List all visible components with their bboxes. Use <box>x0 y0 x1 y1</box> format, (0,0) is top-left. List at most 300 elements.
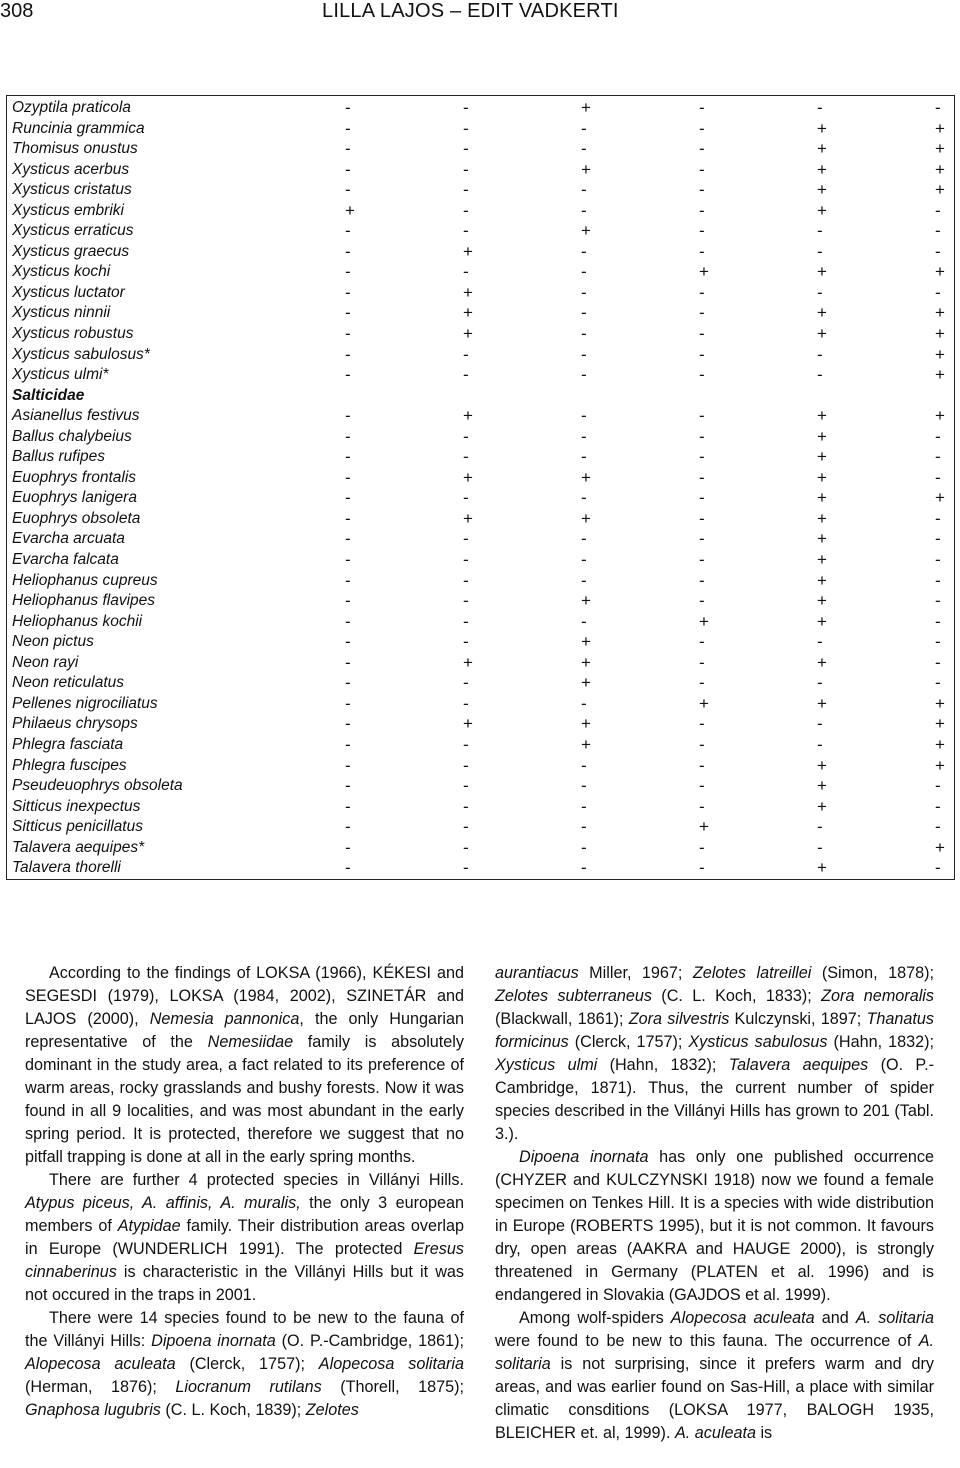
table-row <box>7 324 960 345</box>
text-run: is not surprising, since it prefers warm and dry areas, and was earlier found on Sas-Hill, a place with similar climatic consditions (LOKSA 1977, BALOGH 1935, BLEICHER et. al, 1999). <box>495 1355 934 1442</box>
presence-cell: - <box>345 139 351 159</box>
text-run: family. Their distribution areas overlap in Europe (WUNDERLICH 1991). The protected <box>25 1217 464 1258</box>
presence-cell: + <box>463 241 473 261</box>
presence-cell: - <box>935 550 941 570</box>
species-name: Talavera thorelli <box>12 859 121 877</box>
table-row <box>7 550 960 571</box>
species-name: Pellenes nigrociliatus <box>12 694 158 712</box>
table-row <box>7 242 960 263</box>
presence-cell: - <box>817 673 823 693</box>
presence-cell <box>811 386 929 407</box>
table-row <box>7 488 960 509</box>
presence-cell: - <box>345 734 351 754</box>
presence-cell: - <box>345 693 351 713</box>
text-run: (Blackwall, 1861); <box>495 1010 629 1028</box>
presence-cell: + <box>935 406 945 426</box>
text-run: Among wolf-spiders <box>519 1309 671 1327</box>
presence-cell: - <box>345 550 351 570</box>
species-name: Sitticus inexpectus <box>12 797 141 815</box>
species-name: Euophrys lanigera <box>12 489 137 507</box>
presence-cell: - <box>345 365 351 385</box>
species-name: Evarcha falcata <box>12 551 119 569</box>
text-run: and <box>814 1309 856 1327</box>
presence-cell: + <box>817 159 827 179</box>
presence-cell: - <box>935 282 941 302</box>
family-row <box>7 386 960 407</box>
species-name: Runcinia grammica <box>12 119 145 137</box>
italic-text: Zelotes <box>305 1401 359 1419</box>
presence-cell: + <box>935 118 945 138</box>
presence-cell: - <box>463 550 469 570</box>
presence-cell: + <box>581 98 591 117</box>
text-run: has only one published occurrence (CHYZER and KULCZYNSKI 1918) now we found a female specimen on Tenkes Hill. It is a species with wide distribution in Europe (ROBERTS 1995), but it is not common. It favours dry, open areas (AAKRA and HAUGE 2000), is strongly threatened in Germany (PLATEN et al. 1996) and is endangered in Slovakia (GAJDOS et al. 1999). <box>495 1148 934 1304</box>
presence-cell: - <box>935 817 941 837</box>
presence-cell: - <box>699 796 705 816</box>
table-row <box>7 365 960 386</box>
presence-cell: + <box>935 693 945 713</box>
presence-cell: - <box>463 611 469 631</box>
presence-cell: + <box>935 303 945 323</box>
text-run: (Simon, 1878); <box>811 964 934 982</box>
presence-cell: - <box>463 693 469 713</box>
table-row <box>7 591 960 612</box>
italic-text: Eresus cinnaberinus <box>25 1240 464 1281</box>
table-row <box>7 735 960 756</box>
presence-cell: - <box>699 467 705 487</box>
italic-text: Alopecosa aculeata <box>25 1355 176 1373</box>
presence-cell: + <box>935 344 945 364</box>
presence-cell: - <box>699 570 705 590</box>
presence-cell: + <box>817 508 827 528</box>
table-row <box>7 509 960 530</box>
species-name: Pseudeuophrys obsoleta <box>12 777 183 795</box>
presence-cell: - <box>699 282 705 302</box>
presence-cell: - <box>699 365 705 385</box>
presence-cell: + <box>463 508 473 528</box>
presence-cell: + <box>935 755 945 775</box>
italic-text: Zelotes subterraneus <box>495 987 652 1005</box>
text-run: (C. L. Koch, 1839); <box>160 1401 306 1419</box>
presence-cell: - <box>817 734 823 754</box>
species-name: Thomisus onustus <box>12 140 138 158</box>
text-run: (C. L. Koch, 1833); <box>651 987 822 1005</box>
table-row <box>7 447 960 468</box>
presence-cell: - <box>699 714 705 734</box>
presence-cell: - <box>699 98 705 117</box>
italic-text: Atypus piceus, A. affinis, A. muralis, <box>25 1194 301 1212</box>
italic-text: Thanatus formicinus <box>495 1010 934 1051</box>
presence-cell: - <box>935 611 941 631</box>
presence-cell: - <box>699 344 705 364</box>
presence-cell: + <box>935 714 945 734</box>
table-row <box>7 694 960 715</box>
presence-cell <box>457 386 575 407</box>
paragraph <box>25 1307 464 1422</box>
italic-text: Zora silvestris <box>628 1010 730 1028</box>
presence-cell: - <box>935 570 941 590</box>
table-row <box>7 673 960 694</box>
presence-cell: + <box>817 776 827 796</box>
presence-cell: + <box>817 118 827 138</box>
presence-cell: + <box>935 139 945 159</box>
text-column-right <box>495 962 934 1445</box>
presence-cell: - <box>581 365 587 385</box>
presence-cell: - <box>345 159 351 179</box>
species-name: Evarcha arcuata <box>12 530 125 548</box>
presence-cell: - <box>463 447 469 467</box>
presence-cell: - <box>463 365 469 385</box>
presence-cell: - <box>463 734 469 754</box>
presence-cell: + <box>935 262 945 282</box>
presence-cell: - <box>817 241 823 261</box>
presence-cell: + <box>345 200 355 220</box>
presence-cell: - <box>345 611 351 631</box>
species-name: Euophrys obsoleta <box>12 509 141 527</box>
presence-cell: + <box>581 652 591 672</box>
text-run: is characteristic in the Villányi Hills but it was not occured in the traps in 2001. <box>25 1263 464 1304</box>
presence-cell: + <box>817 529 827 549</box>
presence-cell: - <box>699 200 705 220</box>
presence-cell: - <box>345 858 351 878</box>
species-name: Neon reticulatus <box>12 674 125 692</box>
species-name: Phlegra fuscipes <box>12 756 127 774</box>
presence-cell: - <box>463 632 469 652</box>
italic-text: Talavera aequipes <box>728 1056 869 1074</box>
presence-cell: - <box>935 200 941 220</box>
presence-cell: - <box>463 570 469 590</box>
text-run: the only 3 european members of <box>25 1194 464 1235</box>
presence-cell: - <box>935 426 941 446</box>
italic-text: Xysticus ulmi <box>495 1056 598 1074</box>
presence-cell: - <box>935 447 941 467</box>
presence-cell <box>693 386 811 407</box>
presence-cell: + <box>817 303 827 323</box>
table-row <box>7 345 960 366</box>
presence-cell: + <box>581 734 591 754</box>
text-run: (O. P.-Cambridge, 1871). Thus, the current number of spider species described in the Villányi Hills has grown to 201 (Tabl. 3.). <box>495 1056 935 1143</box>
species-name: Xysticus embriki <box>12 201 124 219</box>
presence-cell: + <box>817 488 827 508</box>
table-row <box>7 283 960 304</box>
presence-cell: - <box>345 776 351 796</box>
presence-cell: - <box>345 529 351 549</box>
presence-cell: - <box>699 550 705 570</box>
presence-cell: - <box>463 180 469 200</box>
table-row <box>7 632 960 653</box>
presence-cell: - <box>581 200 587 220</box>
text-run: (Herman, 1876); <box>25 1378 176 1396</box>
table-row <box>7 119 960 140</box>
presence-cell: - <box>463 344 469 364</box>
presence-cell: - <box>345 180 351 200</box>
presence-cell: + <box>699 693 709 713</box>
presence-cell: - <box>345 570 351 590</box>
species-name: Ballus rufipes <box>12 448 106 466</box>
italic-text: Zora nemoralis <box>821 987 934 1005</box>
species-table-box <box>6 95 955 880</box>
presence-cell: - <box>935 632 941 652</box>
presence-cell: + <box>817 591 827 611</box>
presence-cell: + <box>817 180 827 200</box>
presence-cell: - <box>463 262 469 282</box>
presence-cell: - <box>463 200 469 220</box>
presence-cell: - <box>581 755 587 775</box>
presence-cell: - <box>699 776 705 796</box>
presence-cell: - <box>345 652 351 672</box>
text-run: (Clerck, 1757); <box>568 1033 689 1051</box>
presence-cell: - <box>935 673 941 693</box>
presence-cell: - <box>345 303 351 323</box>
text-run: family is absolutely dominant in the study area, a fact related to its preference of warm areas, rocky grasslands and bushy forests. Now it was found in all 9 localities, and was most abundant in the early spring period. It is protected, therefore we suggest that no pitfall trapping is done at all in the early spring months. <box>25 1033 464 1166</box>
presence-cell: + <box>581 467 591 487</box>
presence-cell: + <box>817 139 827 159</box>
presence-cell: - <box>463 837 469 857</box>
species-name: Heliophanus flavipes <box>12 592 156 610</box>
presence-cell: - <box>817 282 823 302</box>
presence-cell: - <box>463 529 469 549</box>
table-row <box>7 776 960 797</box>
presence-cell: + <box>581 714 591 734</box>
species-name: Xysticus sabulosus* <box>12 345 150 363</box>
species-name: Heliophanus cupreus <box>12 571 158 589</box>
italic-text: aurantiacus <box>495 964 579 982</box>
presence-cell: - <box>935 796 941 816</box>
presence-cell: - <box>699 118 705 138</box>
paragraph <box>495 1146 934 1307</box>
presence-cell: - <box>581 406 587 426</box>
presence-cell: - <box>935 652 941 672</box>
presence-cell: + <box>817 262 827 282</box>
presence-cell: - <box>581 303 587 323</box>
table-row <box>7 406 960 427</box>
species-name: Xysticus cristatus <box>12 181 132 199</box>
text-run: (Hahn, 1832); <box>597 1056 729 1074</box>
presence-cell: - <box>345 447 351 467</box>
italic-text: A. solitaria <box>495 1332 934 1373</box>
presence-cell: - <box>699 858 705 878</box>
paragraph <box>495 962 934 1146</box>
presence-cell: - <box>463 98 469 117</box>
paragraph <box>495 1307 934 1445</box>
presence-cell: - <box>817 365 823 385</box>
presence-cell: - <box>699 734 705 754</box>
table-row <box>7 529 960 550</box>
presence-cell: - <box>699 632 705 652</box>
table-row <box>7 303 960 324</box>
table-row <box>7 756 960 777</box>
presence-cell: - <box>935 467 941 487</box>
presence-cell: - <box>345 324 351 344</box>
presence-cell: - <box>581 550 587 570</box>
text-run: There were 14 species found to be new to the fauna of the Villányi Hills: <box>25 1309 464 1350</box>
presence-cell: - <box>463 776 469 796</box>
presence-cell: + <box>817 652 827 672</box>
presence-cell: + <box>935 734 945 754</box>
presence-cell: + <box>463 303 473 323</box>
presence-cell: + <box>935 365 945 385</box>
table-row <box>7 571 960 592</box>
presence-cell: - <box>581 858 587 878</box>
presence-cell: + <box>817 611 827 631</box>
presence-cell: + <box>817 447 827 467</box>
presence-cell: - <box>935 529 941 549</box>
presence-cell: - <box>463 817 469 837</box>
presence-cell: + <box>699 817 709 837</box>
presence-cell: + <box>935 159 945 179</box>
presence-cell: - <box>345 344 351 364</box>
presence-cell: + <box>463 282 473 302</box>
species-name: Neon rayi <box>12 653 79 671</box>
presence-cell: - <box>463 221 469 241</box>
table-row <box>7 838 960 859</box>
italic-text: Nemesiidae <box>207 1033 294 1051</box>
presence-cell: + <box>935 324 945 344</box>
presence-cell: - <box>463 796 469 816</box>
presence-cell: - <box>463 591 469 611</box>
presence-cell: - <box>345 406 351 426</box>
text-run: According to the findings of LOKSA (1966), KÉKESI and SEGESDI (1979), LOKSA (1984, 2002), SZINETÁR and LAJOS (2000), <box>25 964 464 1028</box>
presence-cell: - <box>345 508 351 528</box>
presence-cell: - <box>935 98 941 117</box>
presence-cell: - <box>935 591 941 611</box>
species-name: Xysticus erraticus <box>12 222 134 240</box>
presence-cell: - <box>699 139 705 159</box>
presence-cell: - <box>345 221 351 241</box>
presence-cell: + <box>817 406 827 426</box>
table-row <box>7 817 960 838</box>
presence-cell: - <box>817 632 823 652</box>
presence-cell: + <box>581 591 591 611</box>
presence-cell: - <box>581 837 587 857</box>
presence-cell: + <box>817 467 827 487</box>
presence-cell: - <box>581 796 587 816</box>
table-row <box>7 98 960 119</box>
italic-text: Dipoena inornata <box>519 1148 649 1166</box>
presence-cell: - <box>699 755 705 775</box>
table-row <box>7 612 960 633</box>
presence-cell: - <box>581 262 587 282</box>
presence-cell: - <box>345 817 351 837</box>
presence-cell: - <box>345 755 351 775</box>
presence-cell: - <box>935 221 941 241</box>
text-run: Kulczynski, 1897; <box>729 1010 867 1028</box>
text-column-left <box>25 962 464 1422</box>
species-name: Talavera aequipes* <box>12 838 145 856</box>
presence-cell: - <box>345 673 351 693</box>
presence-cell: - <box>935 508 941 528</box>
species-name: Philaeus chrysops <box>12 715 138 733</box>
text-run: (Thorell, 1875); <box>321 1378 464 1396</box>
presence-cell: - <box>345 282 351 302</box>
table-row <box>7 858 960 879</box>
page-number: 308 <box>0 0 34 22</box>
presence-cell: - <box>463 858 469 878</box>
species-name: Ozyptila praticola <box>12 99 131 116</box>
presence-cell: + <box>817 693 827 713</box>
text-run: , the only Hungarian representative of the <box>25 1010 464 1051</box>
presence-cell: - <box>699 241 705 261</box>
text-run: There are further 4 protected species in Villányi Hills. <box>49 1171 464 1189</box>
species-name: Xysticus ninnii <box>12 304 111 322</box>
presence-cell: + <box>581 508 591 528</box>
presence-cell: - <box>581 529 587 549</box>
running-head: LILLA LAJOS – EDIT VADKERTI <box>322 0 619 22</box>
presence-cell: - <box>345 796 351 816</box>
presence-cell: + <box>463 324 473 344</box>
presence-cell: - <box>699 837 705 857</box>
paragraph <box>25 962 464 1169</box>
presence-cell: - <box>463 673 469 693</box>
presence-cell: - <box>581 447 587 467</box>
presence-cell: - <box>345 714 351 734</box>
table-row <box>7 139 960 160</box>
species-name: Ballus chalybeius <box>12 427 132 445</box>
presence-cell: - <box>581 776 587 796</box>
species-name: Sitticus penicillatus <box>12 818 143 836</box>
species-name: Xysticus acerbus <box>12 160 130 178</box>
species-name: Euophrys frontalis <box>12 468 137 486</box>
presence-cell: - <box>345 488 351 508</box>
presence-cell: - <box>581 570 587 590</box>
table-row <box>7 201 960 222</box>
table-row <box>7 797 960 818</box>
presence-cell: + <box>817 755 827 775</box>
italic-text: Xysticus sabulosus <box>688 1033 828 1051</box>
family-name: Salticidae <box>12 386 85 404</box>
presence-cell: - <box>699 591 705 611</box>
presence-cell: - <box>345 98 351 117</box>
presence-cell: - <box>581 817 587 837</box>
presence-cell: - <box>345 837 351 857</box>
presence-cell: + <box>463 714 473 734</box>
presence-cell: + <box>581 221 591 241</box>
presence-cell: + <box>817 426 827 446</box>
presence-cell: + <box>463 467 473 487</box>
presence-cell: - <box>581 324 587 344</box>
presence-cell: - <box>817 817 823 837</box>
presence-cell: - <box>817 98 823 117</box>
presence-cell: - <box>581 611 587 631</box>
table-row <box>7 468 960 489</box>
presence-cell: - <box>581 344 587 364</box>
table-row <box>7 221 960 242</box>
presence-cell: - <box>817 221 823 241</box>
species-table <box>7 98 960 879</box>
presence-cell: - <box>935 858 941 878</box>
text-run: (Clerck, 1757); <box>175 1355 319 1373</box>
presence-cell <box>575 386 693 407</box>
presence-cell: - <box>345 426 351 446</box>
italic-text: Nemesia pannonica <box>149 1010 300 1028</box>
presence-cell: - <box>345 467 351 487</box>
species-name: Xysticus luctator <box>12 283 125 301</box>
table-row <box>7 427 960 448</box>
presence-cell: - <box>581 118 587 138</box>
species-name: Neon pictus <box>12 633 94 651</box>
presence-cell: - <box>581 180 587 200</box>
presence-cell: - <box>699 488 705 508</box>
presence-cell: - <box>699 652 705 672</box>
presence-cell: - <box>463 755 469 775</box>
table-row <box>7 262 960 283</box>
italic-text: Alopecosa aculeata <box>670 1309 815 1327</box>
species-name: Asianellus festivus <box>12 407 140 425</box>
text-run: were found to be new to this fauna. The occurrence of <box>495 1332 919 1350</box>
presence-cell: - <box>463 159 469 179</box>
species-name: Xysticus robustus <box>12 325 134 343</box>
presence-cell: + <box>699 262 709 282</box>
species-name: Phlegra fasciata <box>12 735 124 753</box>
